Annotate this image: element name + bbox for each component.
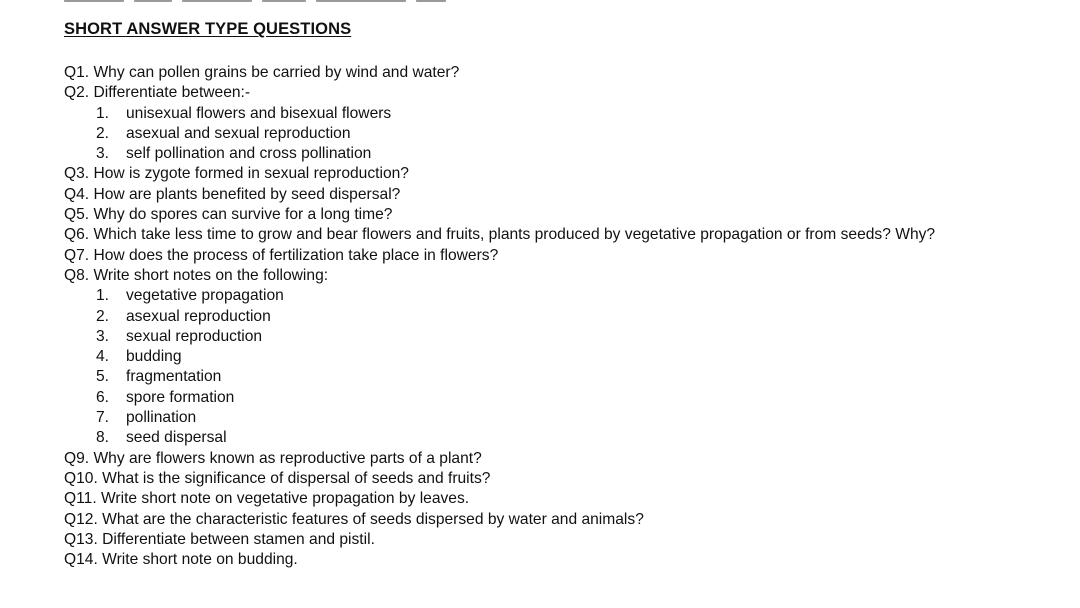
list-item bbox=[64, 367, 1064, 387]
item-number: 7. bbox=[96, 409, 110, 427]
item-number: 1. bbox=[96, 104, 110, 122]
question-1: Q1. Why can pollen grains be carried by wind and water? bbox=[64, 64, 460, 81]
question-12: Q12. What are the characteristic features of seeds dispersed by water and animals? bbox=[64, 510, 644, 528]
question-3: Q3. How is zygote formed in sexual reproduction? bbox=[64, 165, 409, 183]
question-8-subitems bbox=[64, 286, 1064, 448]
list-item bbox=[64, 327, 1064, 347]
item-number: 1. bbox=[96, 287, 110, 305]
question-2: Q2. Differentiate between:- bbox=[64, 84, 251, 102]
item-text: budding bbox=[126, 348, 182, 366]
previous-page-text-remnant bbox=[64, 0, 484, 3]
list-item bbox=[64, 104, 1064, 124]
list-item bbox=[64, 408, 1064, 428]
item-number: 3. bbox=[96, 327, 110, 345]
question-list bbox=[64, 63, 1064, 570]
list-item bbox=[64, 388, 1064, 408]
item-number: 2. bbox=[96, 307, 110, 325]
question-7: Q7. How does the process of fertilization take place in flowers? bbox=[64, 246, 499, 264]
question-11: Q11. Write short note on vegetative propagation by leaves. bbox=[64, 490, 470, 508]
item-number: 3. bbox=[96, 145, 110, 163]
question-9: Q9. Why are flowers known as reproductive parts of a plant? bbox=[64, 449, 482, 467]
list-item bbox=[64, 286, 1064, 306]
item-text: unisexual flowers and bisexual flowers bbox=[126, 104, 392, 122]
item-number: 6. bbox=[96, 388, 110, 406]
item-text: asexual reproduction bbox=[126, 307, 271, 325]
item-number: 4. bbox=[96, 348, 110, 366]
question-4: Q4. How are plants benefited by seed dispersal? bbox=[64, 185, 401, 203]
question-8: Q8. Write short notes on the following: bbox=[64, 266, 329, 284]
question-13: Q13. Differentiate between stamen and pistil. bbox=[64, 530, 375, 548]
item-text: seed dispersal bbox=[126, 429, 227, 447]
question-10: Q10. What is the significance of dispersal of seeds and fruits? bbox=[64, 469, 491, 487]
item-text: vegetative propagation bbox=[126, 287, 284, 305]
list-item bbox=[64, 124, 1064, 144]
list-item bbox=[64, 347, 1064, 367]
item-text: sexual reproduction bbox=[126, 327, 263, 345]
list-item bbox=[64, 307, 1064, 327]
item-text: self pollination and cross pollination bbox=[126, 145, 372, 163]
item-number: 2. bbox=[96, 124, 110, 142]
page-heading: SHORT ANSWER TYPE QUESTIONS bbox=[64, 20, 352, 38]
item-text: spore formation bbox=[126, 388, 235, 406]
question-2-subitems bbox=[64, 104, 1064, 165]
question-14: Q14. Write short note on budding. bbox=[64, 551, 298, 569]
list-item bbox=[64, 144, 1064, 164]
list-item bbox=[64, 428, 1064, 448]
question-5: Q5. Why do spores can survive for a long time? bbox=[64, 206, 393, 224]
item-text: asexual and sexual reproduction bbox=[126, 124, 351, 142]
item-text: fragmentation bbox=[126, 368, 222, 386]
item-number: 5. bbox=[96, 368, 110, 386]
item-text: pollination bbox=[126, 409, 197, 427]
item-number: 8. bbox=[96, 429, 110, 447]
question-6: Q6. Which take less time to grow and bear flowers and fruits, plants produced by vegetative propagation or from seeds? Why? bbox=[64, 226, 936, 244]
